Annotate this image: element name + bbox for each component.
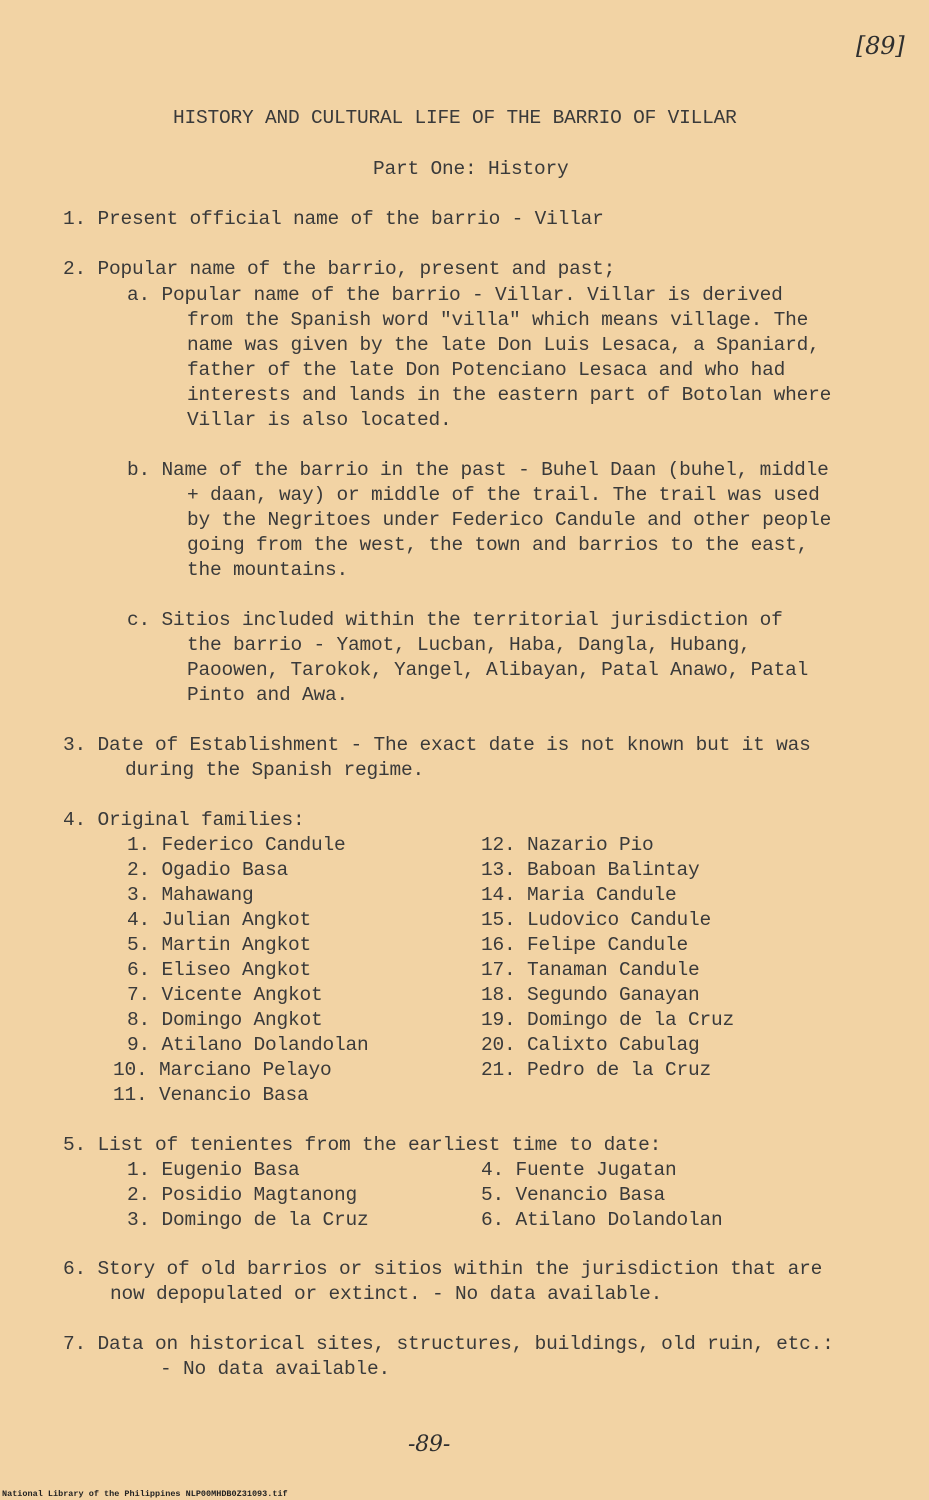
item-2c-line: Paoowen, Tarokok, Yangel, Alibayan, Patal Anawo, Patal (187, 659, 809, 681)
family-list-item: 18. Segundo Ganayan (481, 984, 700, 1006)
handwritten-page-footer: -89- (408, 1432, 451, 1457)
family-list-item: 9. Atilano Dolandolan (127, 1034, 369, 1056)
family-list-item: 2. Ogadio Basa (127, 859, 289, 881)
item-2c-line: the barrio - Yamot, Lucban, Haba, Dangla, Hubang, (187, 634, 751, 656)
item-2a-line: from the Spanish word "villa" which means village. The (187, 309, 809, 331)
family-list-item: 6. Eliseo Angkot (127, 959, 312, 981)
item-2a-line: a. Popular name of the barrio - Villar. Villar is derived (127, 284, 783, 306)
item-5-heading: 5. List of tenientes from the earliest time to date: (63, 1134, 662, 1156)
item-4-heading: 4. Original families: (63, 809, 305, 831)
item-2a-line: name was given by the late Don Luis Lesaca, a Spaniard, (187, 334, 820, 356)
family-list-item: 21. Pedro de la Cruz (481, 1059, 712, 1081)
family-list-item: 11. Venancio Basa (113, 1084, 309, 1106)
item-2b-line: going from the west, the town and barrios to the east, (187, 534, 809, 556)
item-2c-line: c. Sitios included within the territorial jurisdiction of (127, 609, 783, 631)
family-list-item: 13. Baboan Balintay (481, 859, 700, 881)
item-2a-line: Villar is also located. (187, 409, 452, 431)
item-3-line: during the Spanish regime. (125, 759, 425, 781)
item-2b-line: by the Negritoes under Federico Candule and other people (187, 509, 832, 531)
part-heading: Part One: History (373, 158, 569, 180)
item-6-line: now depopulated or extinct. - No data available. (110, 1283, 663, 1305)
item-2a-line: father of the late Don Potenciano Lesaca and who had (187, 359, 786, 381)
handwritten-page-number: [89] (856, 32, 905, 60)
family-list-item: 20. Calixto Cabulag (481, 1034, 700, 1056)
teniente-list-item: 2. Posidio Magtanong (127, 1184, 358, 1206)
teniente-list-item: 1. Eugenio Basa (127, 1159, 300, 1181)
item-2c-line: Pinto and Awa. (187, 684, 349, 706)
item-7-line: 7. Data on historical sites, structures, buildings, old ruin, etc.: (63, 1333, 834, 1355)
teniente-list-item: 3. Domingo de la Cruz (127, 1209, 369, 1231)
family-list-item: 16. Felipe Candule (481, 934, 689, 956)
family-list-item: 10. Marciano Pelayo (113, 1059, 332, 1081)
family-list-item: 14. Maria Candule (481, 884, 677, 906)
item-2b-line: the mountains. (187, 559, 349, 581)
family-list-item: 7. Vicente Angkot (127, 984, 323, 1006)
item-2b-line: + daan, way) or middle of the trail. The trail was used (187, 484, 820, 506)
item-1: 1. Present official name of the barrio - Villar (63, 208, 604, 230)
family-list-item: 17. Tanaman Candule (481, 959, 700, 981)
teniente-list-item: 6. Atilano Dolandolan (481, 1209, 723, 1231)
family-list-item: 4. Julian Angkot (127, 909, 312, 931)
item-2-heading: 2. Popular name of the barrio, present and past; (63, 258, 616, 280)
archive-footer: National Library of the Philippines NLP00MHDB0Z31093.tif (2, 1489, 288, 1499)
family-list-item: 5. Martin Angkot (127, 934, 312, 956)
item-2b-line: b. Name of the barrio in the past - Buhel Daan (buhel, middle (127, 459, 829, 481)
family-list-item: 8. Domingo Angkot (127, 1009, 323, 1031)
family-list-item: 3. Mahawang (127, 884, 254, 906)
teniente-list-item: 4. Fuente Jugatan (481, 1159, 677, 1181)
item-2a-line: interests and lands in the eastern part of Botolan where (187, 384, 832, 406)
family-list-item: 15. Ludovico Candule (481, 909, 712, 931)
item-3-line: 3. Date of Establishment - The exact date is not known but it was (63, 734, 811, 756)
item-6-line: 6. Story of old barrios or sitios within the jurisdiction that are (63, 1258, 823, 1280)
teniente-list-item: 5. Venancio Basa (481, 1184, 666, 1206)
family-list-item: 12. Nazario Pio (481, 834, 654, 856)
family-list-item: 19. Domingo de la Cruz (481, 1009, 735, 1031)
item-7-line: - No data available. (160, 1358, 391, 1380)
family-list-item: 1. Federico Candule (127, 834, 346, 856)
document-title: HISTORY AND CULTURAL LIFE OF THE BARRIO OF VILLAR (173, 107, 737, 129)
